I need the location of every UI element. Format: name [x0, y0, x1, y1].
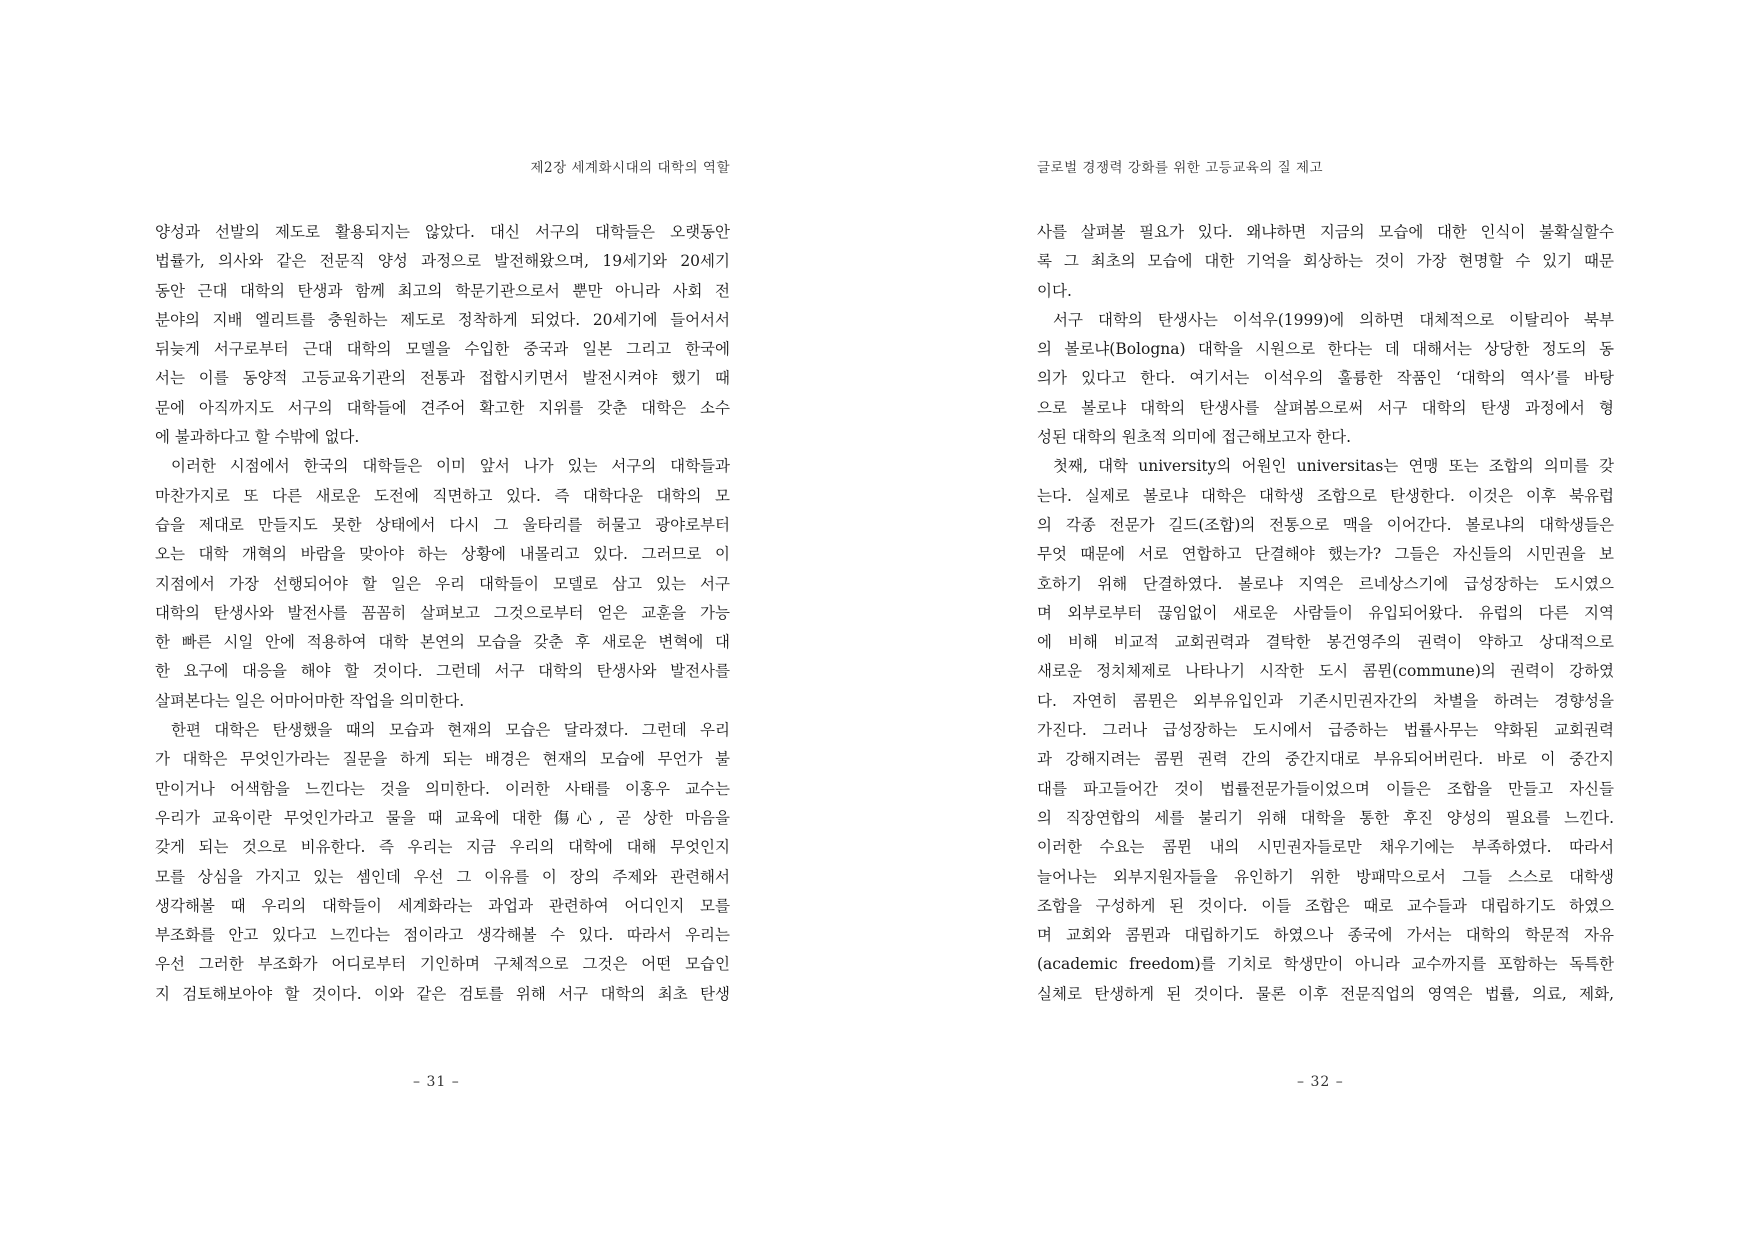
text-line: 이러한 시점에서 한국의 대학들은 이미 앞서 나가 있는 서구의 대학들과 — [171, 457, 730, 476]
text-line: 의 각종 전문가 길드(조합)의 전통으로 맥을 이어간다. 볼로냐의 대학생들은 — [1037, 515, 1614, 534]
text-line: 법률가, 의사와 같은 전문직 양성 과정으로 발전해왔으며, 19세기와 20세기 — [155, 252, 730, 271]
text-line: 사를 살펴볼 필요가 있다. 왜냐하면 지금의 모습에 대한 인식이 불확실할수 — [1037, 223, 1614, 241]
text-line: 마찬가지로 또 다른 새로운 도전에 직면하고 있다. 즉 대학다운 대학의 모 — [155, 486, 730, 505]
text-line: 오는 대학 개혁의 바람을 맞아야 하는 상황에 내몰리고 있다. 그러므로 이 — [155, 545, 730, 564]
text-line: 다. 자연히 콤뮌은 외부유입인과 기존시민권자간의 차별을 하려는 경향성을 — [1037, 691, 1614, 710]
text-line: 의 직장연합의 세를 불리기 위해 대학을 통한 후진 양성의 필요를 느낀다. — [1037, 808, 1614, 827]
text-line: 에 불과하다고 할 수밖에 없다. — [155, 428, 360, 447]
text-line: 으로 볼로냐 대학의 탄생사를 살펴봄으로써 서구 대학의 탄생 과정에서 형 — [1037, 398, 1614, 417]
text-line: 과 강해지려는 콤뮌 권력 간의 중간지대로 부유되어버린다. 바로 이 중간지 — [1037, 750, 1614, 769]
page-number: – 32 – — [1297, 1074, 1344, 1090]
text-line: 만이거나 어색함을 느낀다는 것을 의미한다. 이러한 사태를 이홍우 교수는 — [155, 779, 730, 798]
text-line: 우선 그러한 부조화가 어디로부터 기인하며 구체적으로 그것은 어떤 모습인 — [155, 955, 730, 974]
text-line: 에 비해 비교적 교회권력과 결탁한 봉건영주의 권력이 약하고 상대적으로 — [1037, 633, 1614, 652]
text-line: 뒤늦게 서구로부터 근대 대학의 모델을 수입한 중국과 일본 그리고 한국에 — [155, 340, 730, 359]
text-line: 지점에서 가장 선행되어야 할 일은 우리 대학들이 모델로 삼고 있는 서구 — [155, 574, 730, 593]
text-line: 늘어나는 외부지원자들을 유인하기 위한 방패막으로서 그들 스스로 대학생 — [1037, 867, 1614, 886]
text-line: 의가 있다고 한다. 여기서는 이석우의 훌륭한 작품인 ‘대학의 역사’를 바탕 — [1037, 369, 1614, 388]
text-line: 지 검토해보아야 할 것이다. 이와 같은 검토를 위해 서구 대학의 최초 탄생 — [155, 984, 730, 1003]
text-line: 서는 이를 동양적 고등교육기관의 전통과 접합시키면서 발전시켜야 했기 때 — [155, 369, 730, 388]
text-line: 양성과 선발의 제도로 활용되지는 않았다. 대신 서구의 대학들은 오랫동안 — [155, 223, 730, 241]
text-line: 부조화를 안고 있다고 느낀다는 점이라고 생각해볼 수 있다. 따라서 우리는 — [155, 926, 730, 945]
text-line: 우리가 교육이란 무엇인가라고 물을 때 교육에 대한 傷心, 곧 상한 마음을 — [155, 808, 730, 827]
body-text — [1037, 218, 1614, 1009]
text-line: 대를 파고들어간 것이 법률전문가들이었으며 이들은 조합을 만들고 자신들 — [1037, 779, 1614, 798]
text-line: 한 빠른 시일 안에 적용하여 대학 본연의 모습을 갖춘 후 새로운 변혁에 대 — [155, 633, 730, 652]
page-number: – 31 – — [413, 1074, 460, 1090]
text-line: 록 그 최초의 모습에 대한 기억을 회상하는 것이 가장 현명할 수 있기 때문 — [1037, 252, 1614, 271]
text-line: 며 교회와 콤뮌과 대립하기도 하였으나 종국에 가서는 대학의 학문적 자유 — [1037, 926, 1614, 945]
running-header: 제2장 세계화시대의 대학의 역할 — [530, 160, 730, 176]
text-line: 무엇 때문에 서로 연합하고 단결해야 했는가? 그들은 자신들의 시민권을 보 — [1037, 545, 1614, 564]
text-line: 한 요구에 대응을 해야 할 것이다. 그런데 서구 대학의 탄생사와 발전사를 — [155, 662, 730, 681]
left-page — [155, 0, 730, 1240]
running-header: 글로벌 경쟁력 강화를 위한 고등교육의 질 제고 — [1037, 160, 1324, 176]
text-line: 첫째, 대학 university의 어원인 universitas는 연맹 또는 조합의 의미를 갖 — [1053, 457, 1614, 476]
text-line: 새로운 정치체제로 나타나기 시작한 도시 콤뮌(commune)의 권력이 강하였 — [1037, 662, 1614, 681]
text-line: 호하기 위해 단결하였다. 볼로냐 지역은 르네상스기에 급성장하는 도시였으 — [1037, 574, 1614, 593]
text-line: 조합을 구성하게 된 것이다. 이들 조합은 때로 교수들과 대립하기도 하였으 — [1037, 896, 1614, 915]
text-line: 모를 상심을 가지고 있는 셈인데 우선 그 이유를 이 장의 주제와 관련해서 — [155, 867, 730, 886]
text-line: 생각해볼 때 우리의 대학들이 세계화라는 과업과 관련하여 어디인지 모를 — [155, 896, 730, 915]
text-line: 살펴본다는 일은 어마어마한 작업을 의미한다. — [155, 691, 465, 710]
text-line: 의 볼로냐(Bologna) 대학을 시원으로 한다는 데 대해서는 상당한 정도의 동 — [1037, 340, 1614, 359]
right-page — [1037, 0, 1614, 1240]
body-text — [155, 218, 730, 1009]
text-line: 서구 대학의 탄생사는 이석우(1999)에 의하면 대체적으로 이탈리아 북부 — [1053, 310, 1614, 329]
text-line: 이러한 수요는 콤뮌 내의 시민권자들로만 채우기에는 부족하였다. 따라서 — [1037, 838, 1614, 857]
text-line: 실체로 탄생하게 된 것이다. 물론 이후 전문직업의 영역은 법률, 의료, 제화, — [1037, 984, 1614, 1003]
text-line: 성된 대학의 원초적 의미에 접근해보고자 한다. — [1037, 428, 1352, 447]
text-line: 문에 아직까지도 서구의 대학들에 견주어 확고한 지위를 갖춘 대학은 소수 — [155, 398, 730, 417]
text-line: 대학의 탄생사와 발전사를 꼼꼼히 살펴보고 그것으로부터 얻은 교훈을 가능 — [155, 603, 730, 622]
text-line: 갖게 되는 것으로 비유한다. 즉 우리는 지금 우리의 대학에 대해 무엇인지 — [155, 838, 730, 857]
text-line: 습을 제대로 만들지도 못한 상태에서 다시 그 울타리를 허물고 광야로부터 — [155, 515, 730, 534]
text-line: 분야의 지배 엘리트를 충원하는 제도로 정착하게 되었다. 20세기에 들어서서 — [155, 310, 730, 329]
text-line: (academic freedom)를 기치로 학생만이 아니라 교수까지를 포함하는 독특한 — [1037, 955, 1614, 974]
text-line: 가진다. 그러나 급성장하는 도시에서 급증하는 법률사무는 약화된 교회권력 — [1037, 721, 1614, 740]
text-line: 는다. 실제로 볼로냐 대학은 대학생 조합으로 탄생한다. 이것은 이후 북유럽 — [1037, 486, 1614, 505]
text-line: 동안 근대 대학의 탄생과 함께 최고의 학문기관으로서 뿐만 아니라 사회 전 — [155, 281, 730, 300]
text-line: 며 외부로부터 끊임없이 새로운 사람들이 유입되어왔다. 유럽의 다른 지역 — [1037, 603, 1614, 622]
text-line: 한편 대학은 탄생했을 때의 모습과 현재의 모습은 달라졌다. 그런데 우리 — [171, 721, 730, 740]
text-line: 가 대학은 무엇인가라는 질문을 하게 되는 배경은 현재의 모습에 무언가 불 — [155, 750, 730, 769]
text-line: 이다. — [1037, 281, 1072, 300]
